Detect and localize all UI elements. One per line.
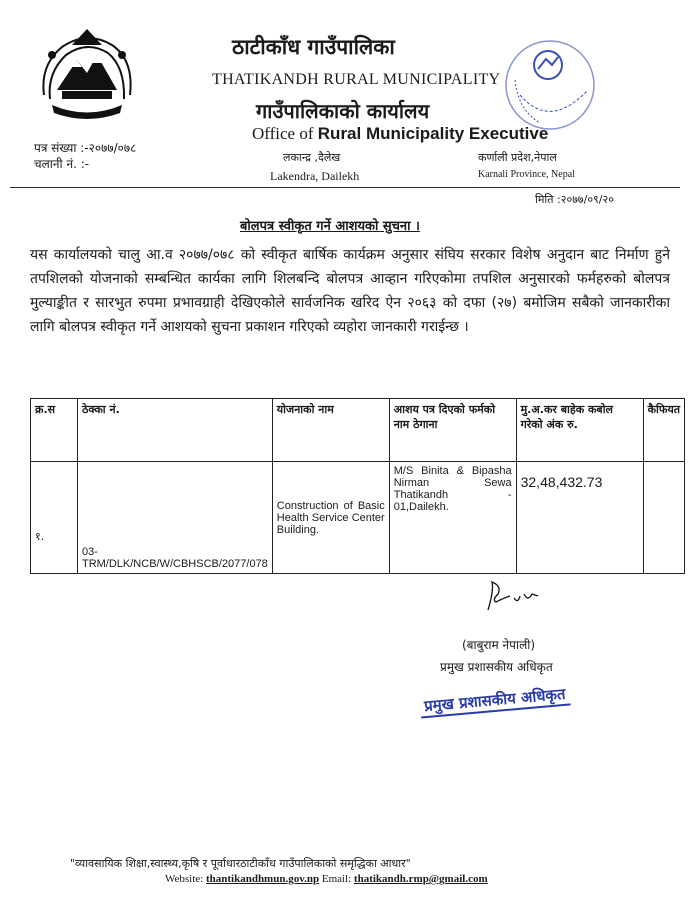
municipality-title-english: THATIKANDH RURAL MUNICIPALITY [212,71,501,88]
table-header-row [31,399,685,462]
office-title-prefix: Office of [252,124,314,143]
table-row [31,462,685,574]
header-firm-name: आशय पत्र दिएको फर्मको नाम ठेगाना [389,399,516,462]
header-divider [10,187,680,188]
nepal-emblem-logo [32,25,142,120]
website-link[interactable]: thantikandhmun.gov.np [205,873,320,885]
header-serial: क्र.स [31,399,78,462]
reference-number: पत्र संख्या :-२०७७/०७८ [34,141,137,155]
cell-firm-name: M/S Binita & Bipasha Nirman Sewa Thatikandh - 01,Dailekh. [389,462,516,574]
signer-title: प्रमुख प्रशासकीय अधिकृत [440,660,553,674]
office-title-bold: Rural Municipality Executive [317,124,549,143]
office-title-english [252,124,548,144]
signer-name: (बाबुराम नेपाली) [462,638,536,652]
notice-heading: बोलपत्र स्वीकृत गर्ने आशयको सुचना । [240,219,420,234]
bid-acceptance-table [30,398,685,574]
cell-project-name: Construction of Basic Health Service Center Building. [272,462,389,574]
website-label: Website: [165,873,204,885]
address-nepali: लकान्द्र ,दैलेख [283,151,341,164]
header-remarks: कैफियत [643,399,684,462]
cell-remarks [643,462,684,574]
official-stamp: प्रमुख प्रशासकीय अधिकृत [419,684,570,719]
handwritten-signature [480,580,550,612]
office-title-nepali: गाउँपालिकाको कार्यालय [256,99,430,123]
header-bid-amount: मु.अ.कर बाहेक कबोल गरेको अंक रु. [516,399,643,462]
province-nepali: कर्णाली प्रदेश,नेपाल [478,151,557,164]
cell-bid-amount: 32,48,432.73 [516,462,643,574]
footer-contact [165,873,488,885]
letter-date: मिति :२०७७/०९/२० [535,193,614,206]
email-label: Email: [321,873,352,885]
footer-slogan: "व्यावसायिक शिक्षा,स्वास्थ्य,कृषि र पूर्वाधारठाटीकाँध गाउँपालिकाको समृद्धिका आधार" [70,857,411,870]
address-english: Lakendra, Dailekh [270,169,360,183]
municipality-seal [500,35,600,135]
notice-body: यस कार्यालयको चालु आ.व २०७७/०७८ को स्वीकृत बार्षिक कार्यक्रम अनुसार संघिय सरकार विशेष अनुदान बाट निर्माण हुने तपशिलको योजनाको सम्बन्धित कार्यका लागि शिलबन्दि बोलपत्र आव्हान गरिएकोमा तपशिल अनुसारको फर्महरुको बोलपत्र मुल्याङ्कीत र सारभुत रुपमा प्रभावग्राही देखिएकोले सार्वजनिक खरिद ऐन २०६३ को दफा (२७) बमोजिम सबैको जानकारीका लागि बोलपत्र स्वीकृत गर्ने आशयको सुचना प्रकाशन गरिएको व्यहोरा जानकारी गराईन्छ । [30,247,670,335]
dispatch-number: चलानी नं. :- [34,157,90,171]
header-contract-no: ठेक्का नं. [77,399,272,462]
municipality-title-nepali: ठाटीकाँध गाउँपालिका [232,35,395,59]
cell-contract-no: 03-TRM/DLK/NCB/W/CBHSCB/2077/078 [77,462,272,574]
province-english: Karnali Province, Nepal [478,169,575,180]
header-project-name: योजनाको नाम [272,399,389,462]
cell-serial: १. [31,462,78,574]
email-link[interactable]: thatikandh.rmp@gmail.com [353,873,488,885]
